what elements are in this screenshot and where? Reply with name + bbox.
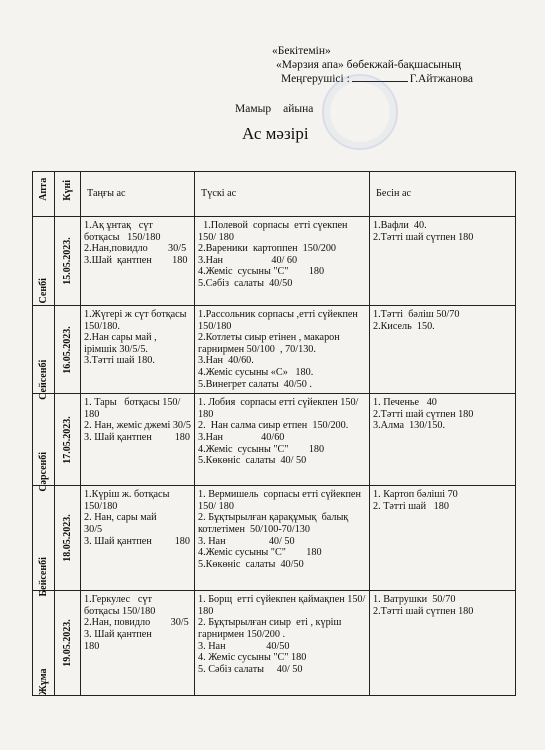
lunch-item: 1.Полевой сорпасы етті сүекпен 150/ 180 <box>198 220 351 243</box>
lunch-item: 3. Нан 40/ 50 <box>198 535 295 547</box>
week-day-label: Жұма <box>37 668 49 695</box>
breakfast-item: 1.Жүгері ж сүт ботқасы 150/180. <box>84 309 190 332</box>
breakfast-item: 1.Геркулес сүт ботқасы 150/180 <box>84 594 158 617</box>
breakfast-item: 3. Шай қантпен <box>84 628 152 640</box>
table-header-row <box>33 172 516 217</box>
snack-item: 2.Тәтті шай сүтпен 180 <box>373 231 474 243</box>
date-label: 18.05.2023. <box>61 514 73 562</box>
lunch-item: 2.Вареники картоппен 150/200 <box>198 243 337 255</box>
breakfast-item: 2.Нан,повидло 30/5 <box>84 243 187 255</box>
table-row <box>33 486 516 591</box>
snack-cell <box>370 217 516 306</box>
faded-stamp-seal <box>322 74 398 150</box>
lunch-item: 1. Лобия сорпасы етті сүйекпен 150/ 180 <box>198 397 361 420</box>
date-label: 16.05.2023. <box>61 325 73 374</box>
snack-cell <box>370 306 516 394</box>
date-cell <box>55 591 81 696</box>
date-label: 17.05.2023. <box>61 415 73 464</box>
breakfast-item: 180 <box>84 640 100 652</box>
lunch-item: 5.Көкөніс салаты 40/ 50 <box>198 455 307 467</box>
snack-item: 2.Тәтті шай сүтпен 180 <box>373 605 474 617</box>
lunch-item: 4.Жеміс сусыны "С" 180 <box>198 547 322 559</box>
breakfast-item: 2.Нан, повидло 30/5 <box>84 617 189 629</box>
table-row <box>33 591 516 696</box>
lunch-cell <box>195 306 370 394</box>
snack-cell <box>370 394 516 486</box>
lunch-item: 5. Сәбіз салаты 40/ 50 <box>198 663 303 675</box>
table-row <box>33 306 516 394</box>
week-day-cell <box>33 217 55 306</box>
lunch-item: 4.Жеміс сусыны «С» 180. <box>198 366 314 378</box>
lunch-item: 4. Жеміс сусыны "С" 180 <box>198 652 307 664</box>
lunch-cell <box>195 486 370 591</box>
week-day-label: Сәрсенбі <box>37 451 49 492</box>
snack-item: 1. Картоп бәліші 70 <box>373 489 458 501</box>
lunch-item: 3.Нан 40/60. <box>198 355 254 367</box>
approval-name: Г.Айтжанова <box>409 73 473 85</box>
lunch-cell <box>195 217 370 306</box>
breakfast-item: 3. Шай қантпен 180 <box>84 535 190 547</box>
lunch-item: 3. Нан 40/50 <box>198 640 290 652</box>
week-day-label: Сенбі <box>37 278 49 304</box>
approval-title: «Бекітемін» <box>272 45 331 57</box>
page-title: Ас мәзірі <box>242 124 309 143</box>
week-day-cell <box>33 591 55 696</box>
breakfast-cell <box>81 591 195 696</box>
date-cell <box>55 486 81 591</box>
lunch-item: 2.Котлеты сиыр етінен , макарон гарнирмен 50/100 , 70/130. <box>198 332 343 355</box>
lunch-item: 3.Нан 40/ 60 <box>198 254 298 266</box>
lunch-item: 1. Борщ етті сүйекпен қаймақпен 150/ 180 <box>198 594 368 617</box>
breakfast-item: 2. Нан, жеміс джемі 30/5 <box>84 420 191 432</box>
snack-item: 2. Тәтті шай 180 <box>373 500 449 512</box>
snack-cell <box>370 486 516 591</box>
approval-position: Меңгерушісі : <box>281 73 350 85</box>
breakfast-cell <box>81 486 195 591</box>
month-suffix: айына <box>283 103 314 115</box>
week-day-cell <box>33 486 55 597</box>
breakfast-item: 2. Нан, сары май <box>84 512 157 524</box>
lunch-item: 4.Жеміс сусыны "С" 180 <box>198 443 325 455</box>
date-cell <box>55 217 81 306</box>
breakfast-item: ботқасы 150/180 <box>84 231 161 243</box>
snack-item: 1. Печенье 40 <box>373 397 437 409</box>
breakfast-cell <box>81 217 195 306</box>
month-name: Мамыр <box>235 103 272 115</box>
week-day-cell <box>33 394 55 492</box>
week-day-cell <box>33 306 55 400</box>
lunch-item: 3.Нан 40/60 <box>198 431 285 443</box>
snack-cell <box>370 591 516 696</box>
menu-table <box>32 171 516 696</box>
header-date: Күні <box>55 172 81 217</box>
breakfast-item: 1.Күріш ж. ботқасы 150/180 <box>84 489 172 512</box>
approval-organization: «Мәрзия апа» бөбекжай-бақшасының <box>276 59 462 71</box>
date-label: 15.05.2023. <box>61 237 73 285</box>
header-snack: Бесін ас <box>370 172 516 217</box>
week-day-label: Сейсенбі <box>37 359 49 400</box>
breakfast-item: 3. Шай қантпен 180 <box>84 431 190 443</box>
week-day-label: Бейсенбі <box>37 556 49 597</box>
snack-item: 2.Кисель 150. <box>373 320 435 332</box>
snack-item: 1. Ватрушки 50/70 <box>373 594 456 606</box>
breakfast-item: 2.Нан сары май , ірімшік 30/5/5. <box>84 332 160 355</box>
snack-item: 2.Тәтті шай сүтпен 180 <box>373 408 474 420</box>
lunch-item: 1. Вермишель сорпасы етті сүйекпен 150/ 180 <box>198 489 366 512</box>
date-cell <box>55 394 81 486</box>
lunch-item: 5.Сәбіз салаты 40/50 <box>198 277 293 289</box>
lunch-item: 4.Жеміс сусыны "С" 180 <box>198 266 325 278</box>
breakfast-item: 30/5 <box>84 523 103 535</box>
table-row <box>33 217 516 306</box>
breakfast-item: 3.Шай қантпен 180 <box>84 254 188 266</box>
breakfast-item: 3.Тәтті шай 180. <box>84 355 155 367</box>
date-cell <box>55 306 81 394</box>
breakfast-cell <box>81 306 195 394</box>
lunch-item: 2. Бұқтырылған қарақұмық балық котлетімен 50/100-70/130 <box>198 512 351 535</box>
header-breakfast: Таңғы ас <box>81 172 195 217</box>
lunch-cell <box>195 394 370 486</box>
breakfast-cell <box>81 394 195 486</box>
lunch-item: 5.Көкөніс салаты 40/50 <box>198 558 304 570</box>
lunch-item: 2. Нан салма сиыр етпен 150/200. <box>198 420 349 432</box>
month-line <box>235 103 325 115</box>
lunch-cell <box>195 591 370 696</box>
lunch-item: 5.Винегрет салаты 40/50 . <box>198 378 312 390</box>
table-row <box>33 394 516 486</box>
breakfast-item: 1.Ақ ұнтақ сүт <box>84 220 153 231</box>
snack-item: 1.Вафли 40. <box>373 220 427 231</box>
header-lunch: Түскі ас <box>195 172 370 217</box>
snack-item: 1.Тәтті бәліш 50/70 <box>373 309 460 320</box>
header-week: Апта <box>33 172 55 217</box>
breakfast-item: 1. Тары ботқасы 150/ 180 <box>84 397 183 420</box>
snack-item: 3.Алма 130/150. <box>373 420 446 432</box>
lunch-item: 1.Рассольник сорпасы ,етті сүйекпен 150/180 <box>198 309 361 332</box>
lunch-item: 2. Бұқтырылған сиыр еті , күріш гарнирмен 150/200 . <box>198 617 344 640</box>
date-label: 19.05.2023. <box>61 619 73 667</box>
